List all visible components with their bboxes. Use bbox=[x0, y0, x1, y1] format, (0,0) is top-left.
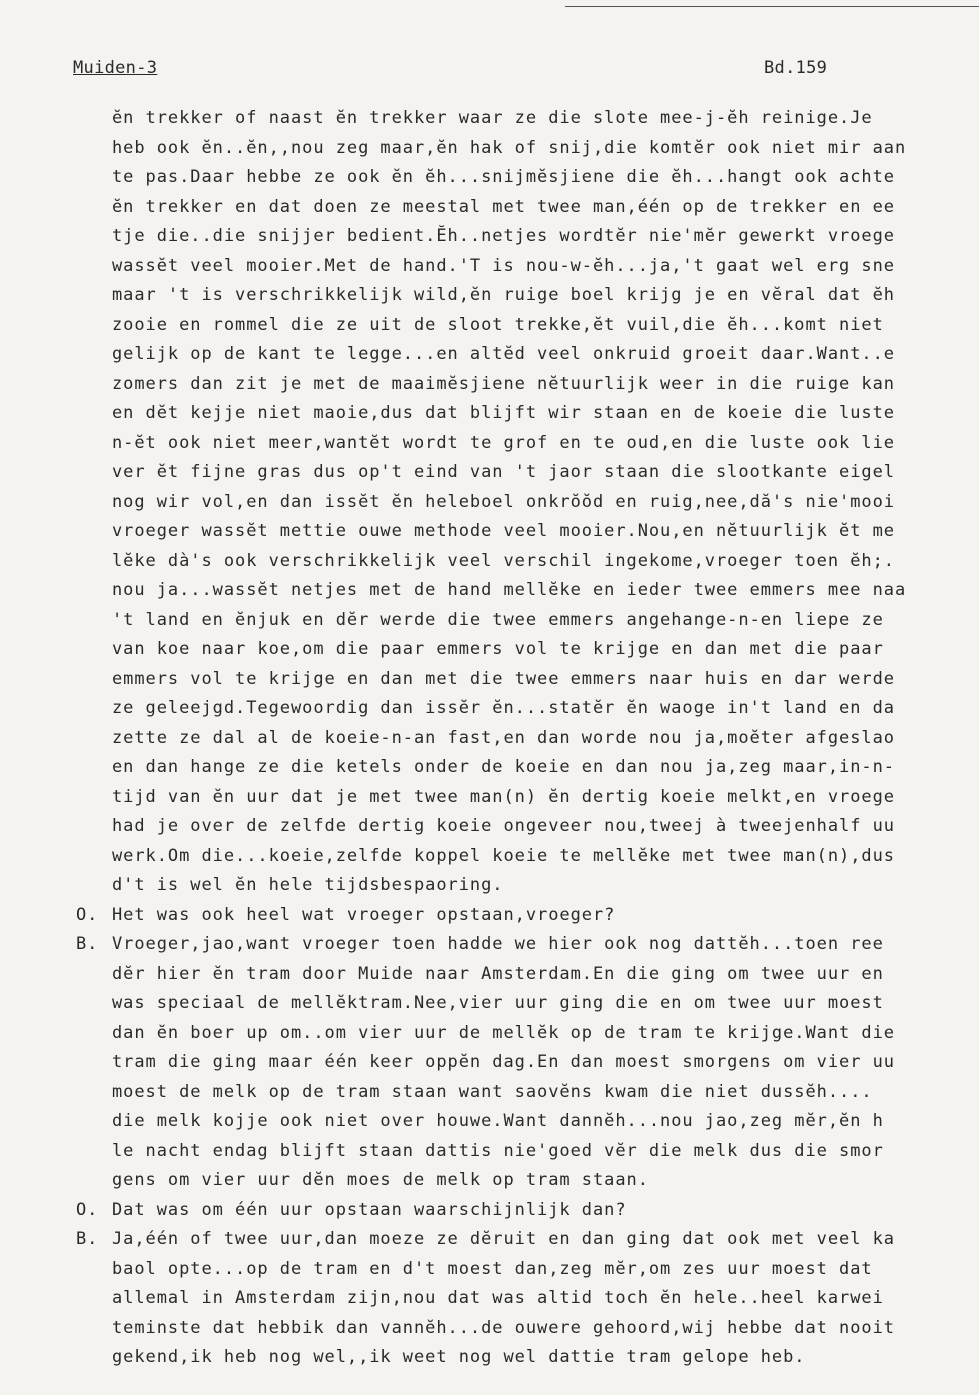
transcript-line bbox=[0, 1137, 979, 1166]
transcript-line bbox=[0, 901, 979, 930]
transcript-line bbox=[0, 340, 979, 369]
line-text: teminste dat hebbik dan vannĕh...de ouwere gehoord,wij hebbe dat nooit bbox=[112, 1317, 895, 1338]
line-text: heb ook ĕn..ĕn,,nou zeg maar,ĕn hak of snij,die komtĕr ook niet mir aan bbox=[112, 137, 907, 158]
transcript-line bbox=[0, 606, 979, 635]
line-text: ver ĕt fijne gras dus op't eind van 't jaor staan die slootkante eigel bbox=[112, 462, 895, 482]
transcript-line bbox=[0, 370, 979, 399]
transcript-line bbox=[0, 1255, 979, 1284]
transcript-line bbox=[0, 1019, 979, 1048]
line-text: lĕke dà's ook verschrikkelijk veel verschil ingekome,vroeger toen ĕh;. bbox=[112, 550, 895, 571]
transcript-line bbox=[0, 665, 979, 694]
transcript-line bbox=[0, 930, 979, 959]
line-text: emmers vol te krijge en dan met die twee emmers naar huis en dar werde bbox=[112, 668, 895, 689]
line-text: gens om vier uur dĕn moes de melk op tram staan. bbox=[112, 1170, 649, 1190]
line-text: moest de melk op de tram staan want saovĕns kwam die niet dussĕh.... bbox=[112, 1081, 873, 1102]
transcript-line bbox=[0, 724, 979, 753]
line-text: Dat was om één uur opstaan waarschijnlijk dan? bbox=[112, 1199, 627, 1220]
transcript-line bbox=[0, 635, 979, 664]
speaker-label: B. bbox=[76, 934, 99, 954]
transcript-line bbox=[0, 252, 979, 281]
top-rule bbox=[565, 6, 979, 7]
transcript-line bbox=[0, 1343, 979, 1372]
line-text: dan ĕn boer up om..om vier uur de mellĕk op de tram te krijge.Want die bbox=[112, 1022, 895, 1043]
transcript-line bbox=[0, 458, 979, 487]
transcript-line bbox=[0, 399, 979, 428]
line-text: le nacht endag blijft staan dattis nie'goed vĕr die melk dus die smor bbox=[112, 1140, 884, 1161]
transcript-line bbox=[0, 1225, 979, 1254]
transcript-line bbox=[0, 163, 979, 192]
line-text: en dĕt kejje niet maoie,dus dat blijft wir staan en de koeie die luste bbox=[112, 403, 895, 423]
transcript-line bbox=[0, 783, 979, 812]
line-text: gekend,ik heb nog wel,,ik weet nog wel dattie tram gelope heb. bbox=[112, 1347, 806, 1367]
speaker-label: O. bbox=[76, 1199, 99, 1220]
line-text: tje die..die snijjer bedient.Ĕh..netjes wordtĕr nie'mĕr gewerkt vroege bbox=[112, 226, 895, 246]
transcript-line bbox=[0, 1078, 979, 1107]
transcript-line bbox=[0, 694, 979, 723]
line-text: baol opte...op de tram en d't moest dan,zeg mĕr,om zes uur moest dat bbox=[112, 1258, 873, 1279]
transcript-line bbox=[0, 871, 979, 900]
transcript-line bbox=[0, 1048, 979, 1077]
transcript-line bbox=[0, 193, 979, 222]
line-text: te pas.Daar hebbe ze ook ĕn ĕh...snijmĕsjiene die ĕh...hangt ook achte bbox=[112, 167, 895, 187]
transcript-line bbox=[0, 1314, 979, 1343]
transcript-line bbox=[0, 222, 979, 251]
line-text: gelijk op de kant te legge...en altĕd veel onkruid groeit daar.Want..e bbox=[112, 344, 895, 364]
transcript-line bbox=[0, 429, 979, 458]
line-text: tijd van ĕn uur dat je met twee man(n) ĕn dertig koeie melkt,en vroege bbox=[112, 786, 895, 807]
line-text: dĕr hier ĕn tram door Muide naar Amsterdam.En die ging om twee uur en bbox=[112, 963, 884, 984]
transcript-line bbox=[0, 104, 979, 133]
line-text: zette ze dal al de koeie-n-an fast,en dan worde nou ja,moĕter afgeslao bbox=[112, 727, 895, 748]
transcript-line bbox=[0, 1284, 979, 1313]
line-text: nog wir vol,en dan issĕt ĕn heleboel onkrŏŏd en ruig,nee,dă's nie'mooi bbox=[112, 491, 895, 512]
transcript-line bbox=[0, 311, 979, 340]
transcript-line bbox=[0, 281, 979, 310]
transcript-line bbox=[0, 1107, 979, 1136]
line-text: n-ĕt ook niet meer,wantĕt wordt te grof en te oud,en die luste ook lie bbox=[112, 432, 895, 453]
page-header-location: Muiden-3 bbox=[73, 58, 158, 78]
line-text: ĕn trekker en dat doen ze meestal met twee man,één op de trekker en ee bbox=[112, 196, 895, 217]
line-text: Het was ook heel wat vroeger opstaan,vroeger? bbox=[112, 904, 616, 925]
line-text: allemal in Amsterdam zijn,nou dat was altid toch ĕn hele..heel karwei bbox=[112, 1288, 884, 1308]
line-text: wassĕt veel mooier.Met de hand.'T is nou-w-ĕh...ja,'t gaat wel erg sne bbox=[112, 255, 895, 276]
transcript-line bbox=[0, 517, 979, 546]
transcript-line bbox=[0, 1166, 979, 1195]
line-text: had je over de zelfde dertig koeie ongeveer nou,tweej à tweejenhalf uu bbox=[112, 816, 895, 836]
line-text: van koe naar koe,om die paar emmers vol te krijge en dan met die paar bbox=[112, 639, 884, 659]
transcript-line bbox=[0, 989, 979, 1018]
transcript-line bbox=[0, 753, 979, 782]
line-text: Vroeger,jao,want vroeger toen hadde we hier ook nog dattĕh...toen ree bbox=[112, 934, 884, 954]
line-text: was speciaal de mellĕktram.Nee,vier uur ging die en om twee uur moest bbox=[112, 993, 884, 1013]
transcript-line bbox=[0, 576, 979, 605]
transcript-line bbox=[0, 842, 979, 871]
speaker-label: O. bbox=[76, 904, 99, 925]
transcript-line bbox=[0, 960, 979, 989]
line-text: die melk kojje ook niet over houwe.Want dannĕh...nou jao,zeg mĕr,ĕn h bbox=[112, 1111, 884, 1131]
transcript-line bbox=[0, 1196, 979, 1225]
transcript-line bbox=[0, 488, 979, 517]
line-text: tram die ging maar één keer oppĕn dag.En dan moest smorgens om vier uu bbox=[112, 1052, 895, 1072]
line-text: maar 't is verschrikkelijk wild,ĕn ruige boel krijg je en vĕral dat ĕh bbox=[112, 285, 895, 305]
transcript-line bbox=[0, 812, 979, 841]
line-text: Ja,één of twee uur,dan moeze ze dĕruit en dan ging dat ook met veel ka bbox=[112, 1229, 895, 1249]
line-text: werk.Om die...koeie,zelfde koppel koeie te mellĕke met twee man(n),dus bbox=[112, 845, 895, 866]
transcript-line bbox=[0, 547, 979, 576]
line-text: zomers dan zit je met de maaimĕsjiene nĕtuurlijk weer in die ruige kan bbox=[112, 373, 895, 394]
line-text: en dan hange ze die ketels onder de koeie en dan nou ja,zeg maar,in-n- bbox=[112, 757, 895, 777]
line-text: vroeger wassĕt mettie ouwe methode veel mooier.Nou,en nĕtuurlijk ĕt me bbox=[112, 521, 895, 541]
speaker-label: B. bbox=[76, 1229, 99, 1249]
line-text: nou ja...wassĕt netjes met de hand mellĕke en ieder twee emmers mee naa bbox=[112, 580, 907, 600]
transcript-line bbox=[0, 134, 979, 163]
line-text: 't land en ĕnjuk en dĕr werde die twee emmers angehange-n-en liepe ze bbox=[112, 609, 884, 630]
line-text: ze geleejgd.Tegewoordig dan issĕr ĕn...statĕr ĕn waoge in't land en da bbox=[112, 698, 895, 718]
page-header-page-number: Bd.159 bbox=[764, 58, 828, 78]
line-text: ĕn trekker of naast ĕn trekker waar ze die slote mee-j-ĕh reinige.Je bbox=[112, 108, 873, 128]
line-text: zooie en rommel die ze uit de sloot trekke,ĕt vuil,die ĕh...komt niet bbox=[112, 314, 884, 335]
line-text: d't is wel ĕn hele tijdsbespaoring. bbox=[112, 875, 504, 895]
